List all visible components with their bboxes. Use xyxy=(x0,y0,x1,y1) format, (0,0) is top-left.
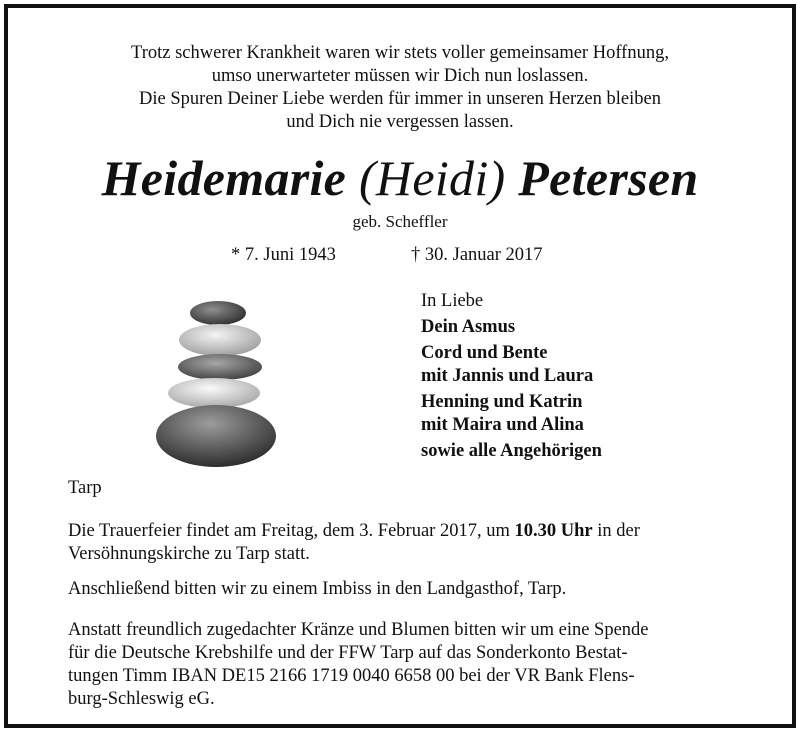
mourner-line: Dein Asmus xyxy=(421,317,516,337)
family-intro: In Liebe xyxy=(421,291,484,311)
intro-line: umso unerwarteter müssen wir Dich nun loslassen. xyxy=(211,66,589,86)
stone-middle xyxy=(178,354,262,380)
stone-pale xyxy=(168,378,260,408)
stone-base xyxy=(156,405,276,467)
stacked-stones-image xyxy=(152,292,282,472)
place-name: Tarp xyxy=(68,478,102,498)
deceased-name xyxy=(8,148,792,208)
intro-line: Die Spuren Deiner Liebe werden für immer in unseren Herzen bleiben xyxy=(139,89,661,109)
funeral-notice xyxy=(68,520,758,566)
funeral-line-1 xyxy=(68,520,758,543)
stone-top xyxy=(190,301,246,325)
last-name: Petersen xyxy=(518,150,699,206)
intro-verse xyxy=(8,42,792,134)
obituary-card xyxy=(4,4,796,728)
funeral-text-end: in der xyxy=(592,521,640,541)
intro-line: und Dich nie vergessen lassen. xyxy=(286,112,514,132)
mourner-group xyxy=(421,391,751,437)
death-date: † 30. Januar 2017 xyxy=(411,245,543,265)
mourner-line: mit Maira und Alina xyxy=(421,415,584,435)
stone-light xyxy=(179,324,261,356)
nickname: (Heidi) xyxy=(358,150,506,206)
donation-line: burg-Schleswig eG. xyxy=(68,689,215,709)
mourner-line: Cord und Bente xyxy=(421,343,548,363)
donation-line: tungen Timm IBAN DE15 2166 1719 0040 6658 00 bei der VR Bank Flens- xyxy=(68,666,635,686)
funeral-time: 10.30 Uhr xyxy=(514,521,593,541)
mourner-group xyxy=(421,440,751,463)
birth-date: * 7. Juni 1943 xyxy=(231,245,336,265)
donation-line: Anstatt freundlich zugedachter Kränze und Blumen bitten wir um eine Spende xyxy=(68,620,649,640)
first-name: Heidemarie xyxy=(101,150,347,206)
intro-line: Trotz schwerer Krankheit waren wir stets voller gemeinsamer Hoffnung, xyxy=(131,43,669,63)
mourner-group xyxy=(421,342,751,388)
funeral-text: Die Trauerfeier findet am Freitag, dem 3. Februar 2017, um xyxy=(68,521,515,541)
donation-notice xyxy=(68,619,758,711)
reception-line: Anschließend bitten wir zu einem Imbiss in den Landgasthof, Tarp. xyxy=(68,579,567,599)
mourner-line: sowie alle Angehörigen xyxy=(421,441,602,461)
reception-notice xyxy=(68,578,758,601)
mourner-line: Henning und Katrin xyxy=(421,392,583,412)
mourners-list xyxy=(421,290,751,463)
funeral-line-2: Versöhnungskirche zu Tarp statt. xyxy=(68,544,310,564)
mourner-group xyxy=(421,316,751,339)
mourner-line: mit Jannis und Laura xyxy=(421,366,594,386)
maiden-name: geb. Scheffler xyxy=(352,212,448,231)
donation-line: für die Deutsche Krebshilfe und der FFW Tarp auf das Sonderkonto Bestat- xyxy=(68,643,628,663)
